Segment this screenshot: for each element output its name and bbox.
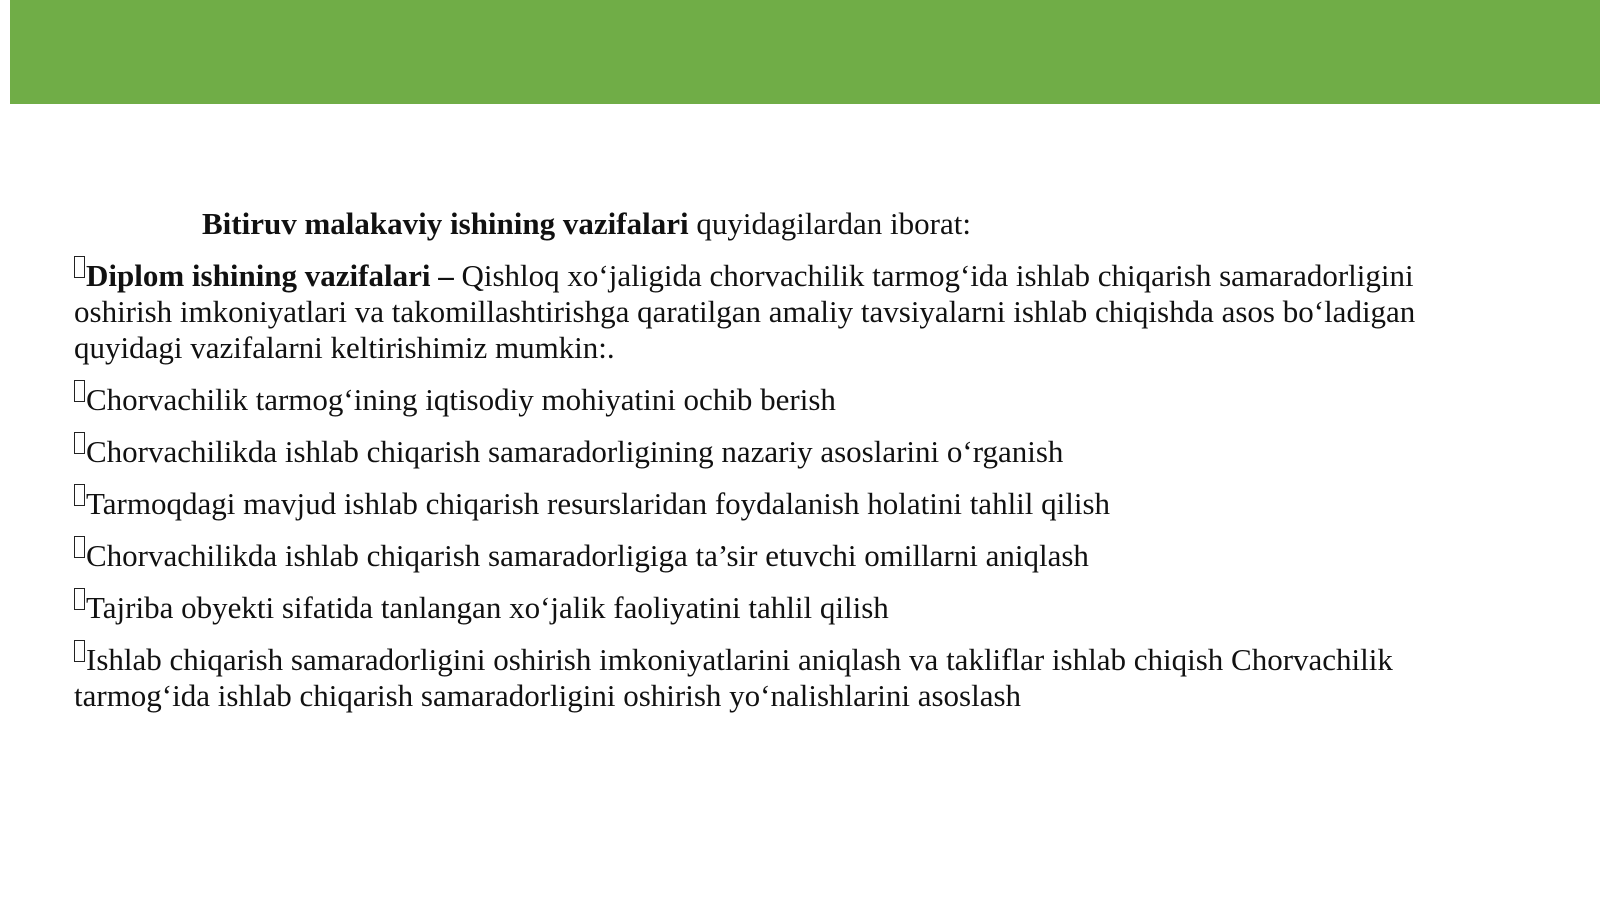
slide-content (74, 206, 1494, 728)
intro-paragraph (74, 256, 1494, 366)
bullet-box-icon (74, 484, 85, 506)
bullet-box-icon (74, 380, 85, 402)
bullet-box-icon (74, 256, 85, 278)
slide-heading (74, 206, 1494, 242)
bullet-box-icon (74, 588, 85, 610)
list-item (74, 588, 1494, 626)
intro-rest-text: Qishloq xo‘jaligida chorvachilik tarmog‘ida ishlab chiqarish samaradorligini oshirish imkoniyatlari va takomillashtirishga qaratilgan amaliy tavsiyalarni ishlab chiqishda asos bo‘ladigan quyidagi vazifalarni keltirishimiz mumkin:. (74, 258, 1416, 365)
header-bar (10, 0, 1600, 104)
heading-rest-text: quyidagilardan iborat: (688, 206, 971, 241)
list-item-text: Ishlab chiqarish samaradorligini oshirish imkoniyatlarini aniqlash va takliflar ishlab chiqish Chorvachilik tarmog‘ida ishlab chiqarish samaradorligini oshirish yo‘nalishlarini asoslash (74, 642, 1393, 713)
list-item-text: Chorvachilikda ishlab chiqarish samaradorligiga ta’sir etuvchi omillarni aniqlash (86, 538, 1089, 573)
list-item (74, 640, 1494, 714)
bullet-box-icon (74, 432, 85, 454)
list-item-text: Chorvachilik tarmog‘ining iqtisodiy mohiyatini ochib berish (86, 382, 836, 417)
list-item (74, 484, 1494, 522)
list-item (74, 380, 1494, 418)
list-item (74, 536, 1494, 574)
list-item-text: Tajriba obyekti sifatida tanlangan xo‘jalik faoliyatini tahlil qilish (86, 590, 889, 625)
bullet-box-icon (74, 640, 85, 662)
bullet-box-icon (74, 536, 85, 558)
list-item (74, 432, 1494, 470)
list-item-text: Tarmoqdagi mavjud ishlab chiqarish resurslaridan foydalanish holatini tahlil qilish (86, 486, 1111, 521)
intro-bold-text: Diplom ishining vazifalari – (86, 258, 454, 293)
heading-bold-text: Bitiruv malakaviy ishining vazifalari (202, 206, 689, 241)
list-item-text: Chorvachilikda ishlab chiqarish samaradorligining nazariy asoslarini o‘rganish (86, 434, 1064, 469)
